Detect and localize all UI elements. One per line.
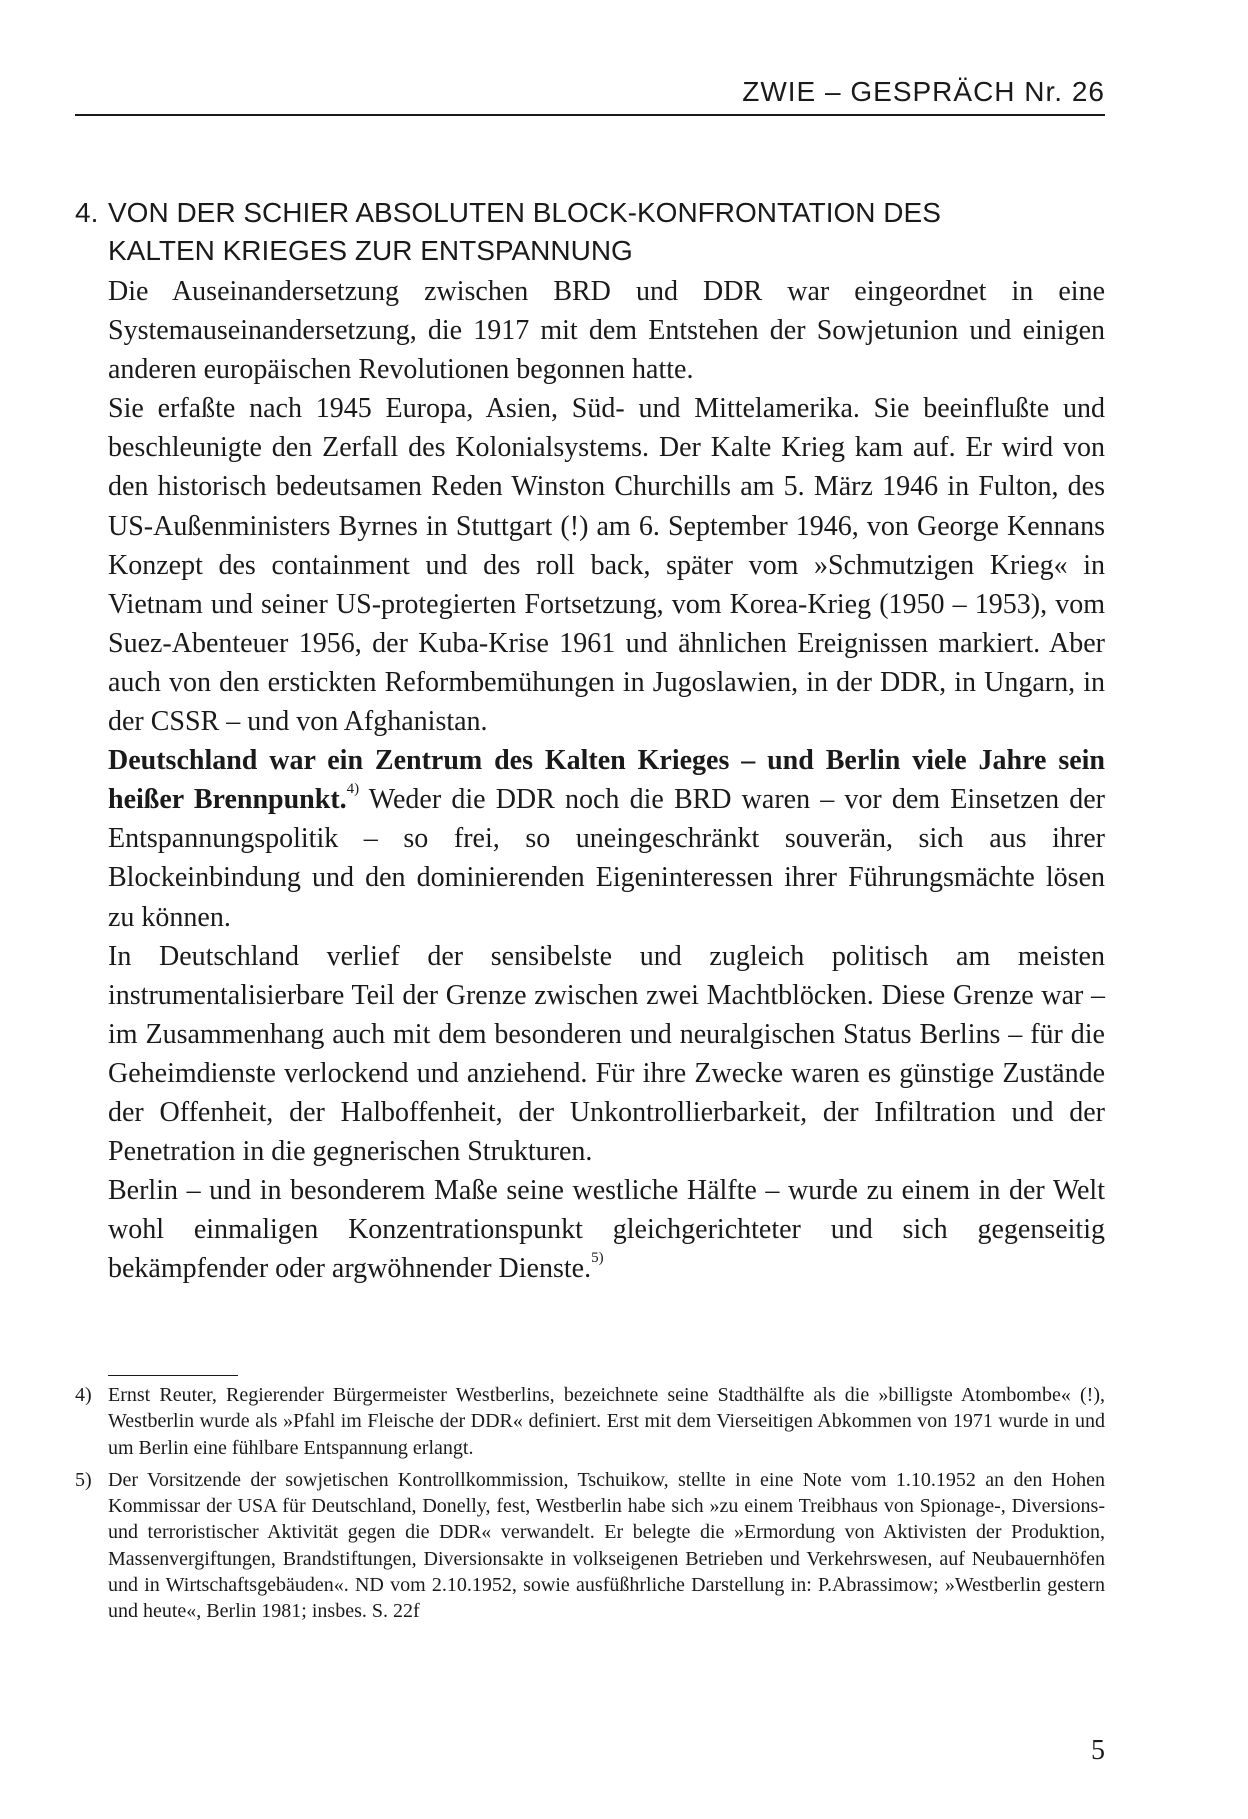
page-number: 5 (1091, 1735, 1105, 1766)
body-text (108, 272, 1105, 1288)
running-header: ZWIE – GESPRÄCH Nr. 26 (742, 76, 1105, 107)
paragraph-5 (108, 1171, 1105, 1288)
paragraph-3-rest: Weder die DDR noch die BRD waren – vor dem Einsetzen der Entspannungspolitik – so frei, so uneingeschränkt souverän, sich aus ihrer Blockeinbindung und den dominierenden Eigeninteressen ihrer Führungsmächte lösen zu können. (108, 784, 1106, 933)
paragraph-3 (108, 741, 1105, 936)
footnote-ref-5[interactable]: 5) (591, 1250, 604, 1267)
section-number: 4. (75, 197, 99, 228)
footnote-number: 4) (75, 1384, 92, 1406)
paragraph-1: Die Auseinandersetzung zwischen BRD und DDR war eingeordnet in eine Systemauseinandersetzung, die 1917 mit dem Entstehen der Sowjetunion und einigen anderen europäischen Revolutionen begonnen hatte. (108, 276, 1105, 386)
footnote-text: Der Vorsitzende der sowjetischen Kontrollkommission, Tschuikow, stellte in eine Note vom 1.10.1952 an den Hohen Kommissar der USA für Deutschland, Donelly, fest, Westberlin habe sich »zu einem Treibhaus von Spionage-, Diversions- und terroristischer Aktivität gegen die DDR« verwandelt. Er belegte die »Ermordung von Aktivisten der Produktion, Massenvergiftungen, Brandstiftungen, Diversionsakte in volkseigenen Betrieben und Verkehrswesen, auf Neubauernhöfen und in Wirtschaftsgebäuden«. ND vom 2.10.1952, sowie ausfüßhrliche Darstellung in: P.Abrassimow; »Westberlin gestern und heute«, Berlin 1981; insbes. S. 22f (108, 1468, 1105, 1623)
footnote-text: Ernst Reuter, Regierender Bürgermeister Westberlins, bezeichnete seine Stadthälfte als die »billigste Atombombe« (!), Westberlin wurde als »Pfahl im Fleische der DDR« definiert. Erst mit dem Vierseitigen Abkommen von 1971 wurde in und um Berlin eine fühlbare Entspannung erlangt. (108, 1384, 1105, 1459)
section-heading-line-2: KALTEN KRIEGES ZUR ENTSPANNUNG (108, 235, 633, 266)
section-heading (75, 194, 1105, 270)
footnotes (75, 1382, 1105, 1631)
section-heading-line-1: VON DER SCHIER ABSOLUTEN BLOCK-KONFRONTATION DES (108, 197, 941, 228)
footnote-number: 5) (75, 1468, 92, 1491)
footnote-ref-4[interactable]: 4) (346, 781, 360, 798)
header-rule (75, 114, 1105, 116)
paragraph-4: In Deutschland verlief der sensibelste und zugleich politisch am meisten instrumentalisierbare Teil der Grenze zwischen zwei Machtblöcken. Diese Grenze war – im Zusammenhang auch mit dem besonderen und neuralgischen Status Berlins – für die Geheimdienste verlockend und anziehend. Für ihre Zwecke waren es günstige Zustände der Offenheit, der Halboffenheit, der Unkontrollierbarkeit, der Infiltration und der Penetration in die gegnerischen Strukturen. (108, 940, 1105, 1168)
footnote-rule (108, 1375, 238, 1376)
paragraph-5-text: Berlin – und in besonderem Maße seine westliche Hälfte – wurde zu einem in der Welt wohl einmaligen Konzentrationspunkt gleichgerichteter und sich gegenseitig bekämpfender oder argwöhnender Dienste. (108, 1175, 1105, 1285)
paragraph-2: Sie erfaßte nach 1945 Europa, Asien, Süd- und Mittelamerika. Sie beeinflußte und beschleunigte den Zerfall des Kolonialsystems. Der Kalte Krieg kam auf. Er wird von den historisch bedeutsamen Reden Winston Churchills am 5. März 1946 in Fulton, des US-Außenministers Byrnes in Stuttgart (!) am 6. September 1946, von George Kennans Konzept des containment und des roll back, später vom »Schmutzigen Krieg« in Vietnam und seiner US-protegierten Fortsetzung, vom Korea-Krieg (1950 – 1953), vom Suez-Abenteuer 1956, der Kuba-Krise 1961 und ähnlichen Ereignissen markiert. Aber auch von den erstickten Reformbemühungen in Jugoslawien, in der DDR, in Ungarn, in der CSSR – und von Afghanistan. (108, 393, 1105, 738)
footnote-4 (75, 1382, 1105, 1461)
footnote-5 (75, 1467, 1105, 1625)
paragraph-3-bold: Deutschland war ein Zentrum des Kalten Krieges – und Berlin viele Jahre sein heißer Brennpunkt. (108, 745, 1105, 816)
